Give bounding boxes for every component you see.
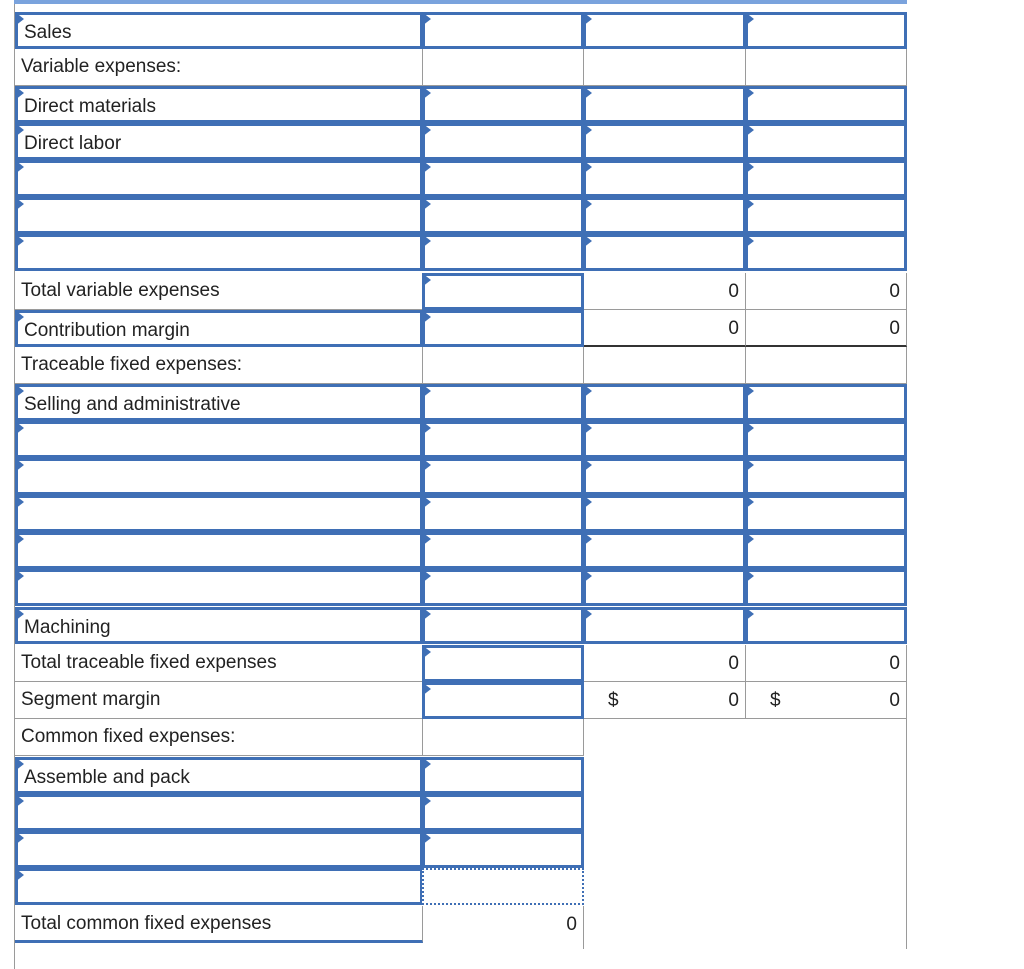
- input-marker-icon: [422, 645, 431, 659]
- input-marker-icon: [15, 868, 24, 882]
- traceable-fixed-expenses-header: Traceable fixed expenses:: [15, 347, 423, 384]
- empty-cell: [746, 49, 907, 86]
- input-marker-icon: [422, 273, 431, 287]
- direct-materials-col1-input[interactable]: [422, 86, 584, 123]
- blank-label-field[interactable]: [15, 160, 423, 197]
- assemble-pack-col1-input[interactable]: [422, 757, 584, 794]
- blank-col2-input[interactable]: [583, 569, 746, 606]
- blank-col2-input[interactable]: [583, 458, 746, 495]
- input-marker-icon: [745, 86, 754, 100]
- contribution-margin-col1-input[interactable]: [422, 310, 584, 347]
- blank-col1-input[interactable]: [422, 421, 584, 458]
- input-marker-icon: [422, 794, 431, 808]
- input-marker-icon: [15, 607, 24, 621]
- variable-expenses-header: Variable expenses:: [15, 49, 423, 86]
- input-marker-icon: [583, 86, 592, 100]
- input-marker-icon: [745, 495, 754, 509]
- input-marker-icon: [745, 458, 754, 472]
- machining-label-field[interactable]: Machining: [15, 607, 423, 644]
- input-marker-icon: [15, 458, 24, 472]
- input-marker-icon: [422, 831, 431, 845]
- blank-col2-input[interactable]: [583, 197, 746, 234]
- input-marker-icon: [583, 197, 592, 211]
- total-variable-col3-value: 0: [746, 273, 907, 310]
- input-marker-icon: [15, 86, 24, 100]
- input-marker-icon: [15, 495, 24, 509]
- input-marker-icon: [745, 569, 754, 583]
- blank-label-field[interactable]: [15, 197, 423, 234]
- blank-label-field[interactable]: [15, 831, 423, 868]
- blank-col2-input[interactable]: [583, 495, 746, 532]
- empty-cell: [423, 347, 584, 384]
- blank-col2-input[interactable]: [583, 421, 746, 458]
- empty-cell: [423, 49, 584, 86]
- input-marker-icon: [422, 234, 431, 248]
- empty-cell: [584, 49, 746, 86]
- selling-admin-col2-input[interactable]: [583, 384, 746, 421]
- selling-admin-col3-input[interactable]: [745, 384, 907, 421]
- total-variable-col1-input[interactable]: [422, 273, 584, 310]
- input-marker-icon: [15, 569, 24, 583]
- input-marker-icon: [15, 384, 24, 398]
- input-marker-icon: [15, 831, 24, 845]
- input-marker-icon: [422, 86, 431, 100]
- blank-label-field[interactable]: [15, 495, 423, 532]
- input-marker-icon: [15, 160, 24, 174]
- input-marker-icon: [15, 12, 24, 26]
- direct-materials-col2-input[interactable]: [583, 86, 746, 123]
- input-marker-icon: [422, 12, 431, 26]
- empty-cell: [423, 719, 584, 756]
- total-traceable-col2-value: 0: [584, 645, 746, 682]
- input-marker-icon: [422, 682, 431, 696]
- direct-labor-col2-input[interactable]: [583, 123, 746, 160]
- blank-col1-input[interactable]: [422, 160, 584, 197]
- input-marker-icon: [15, 310, 24, 324]
- segment-margin-col2-value: $ 0: [584, 682, 746, 719]
- input-marker-icon: [422, 123, 431, 137]
- input-marker-icon: [745, 384, 754, 398]
- input-marker-icon: [422, 421, 431, 435]
- direct-materials-col3-input[interactable]: [745, 86, 907, 123]
- direct-materials-label-field[interactable]: Direct materials: [15, 86, 423, 123]
- input-marker-icon: [15, 757, 24, 771]
- blank-label-field[interactable]: [15, 458, 423, 495]
- input-marker-icon: [745, 234, 754, 248]
- blank-col3-input[interactable]: [745, 495, 907, 532]
- contribution-margin-label-field[interactable]: Contribution margin: [15, 310, 423, 347]
- blank-label-field[interactable]: [15, 421, 423, 458]
- input-marker-icon: [15, 123, 24, 137]
- input-marker-icon: [15, 197, 24, 211]
- input-marker-icon: [745, 607, 754, 621]
- input-marker-icon: [583, 569, 592, 583]
- input-marker-icon: [422, 197, 431, 211]
- input-marker-icon: [422, 458, 431, 472]
- segment-margin-col1-input[interactable]: [422, 682, 584, 719]
- segment-margin-label: Segment margin: [15, 682, 423, 719]
- empty-cell: [584, 347, 746, 384]
- blank-col2-input[interactable]: [583, 234, 746, 271]
- contribution-margin-col2-value: 0: [584, 310, 746, 347]
- blank-col1-input[interactable]: [422, 831, 584, 868]
- blank-label-field[interactable]: [15, 868, 423, 905]
- input-marker-icon: [422, 160, 431, 174]
- total-traceable-fixed-label: Total traceable fixed expenses: [15, 645, 423, 682]
- input-marker-icon: [15, 234, 24, 248]
- blank-col1-input[interactable]: [422, 569, 584, 606]
- input-marker-icon: [422, 310, 431, 324]
- blank-label-field[interactable]: [15, 234, 423, 271]
- blank-col3-input[interactable]: [745, 421, 907, 458]
- input-marker-icon: [422, 532, 431, 546]
- direct-labor-label-field[interactable]: Direct labor: [15, 123, 423, 160]
- input-marker-icon: [745, 160, 754, 174]
- input-marker-icon: [583, 160, 592, 174]
- blank-col3-input[interactable]: [745, 532, 907, 569]
- blank-col3-input[interactable]: [745, 160, 907, 197]
- machining-col3-input[interactable]: [745, 607, 907, 644]
- input-marker-icon: [583, 607, 592, 621]
- selling-admin-label-field[interactable]: Selling and administrative: [15, 384, 423, 421]
- input-marker-icon: [15, 794, 24, 808]
- total-common-col1-value: 0: [423, 906, 584, 949]
- total-traceable-col3-value: 0: [746, 645, 907, 682]
- sales-col2-input[interactable]: [583, 12, 746, 49]
- input-marker-icon: [745, 123, 754, 137]
- direct-labor-col3-input[interactable]: [745, 123, 907, 160]
- input-marker-icon: [583, 458, 592, 472]
- input-marker-icon: [422, 569, 431, 583]
- direct-labor-col1-input[interactable]: [422, 123, 584, 160]
- input-marker-icon: [745, 12, 754, 26]
- blank-col2-input[interactable]: [583, 532, 746, 569]
- empty-cell: [746, 347, 907, 384]
- total-traceable-col1-input[interactable]: [422, 645, 584, 682]
- blank-label-field[interactable]: [15, 794, 423, 831]
- input-marker-icon: [583, 495, 592, 509]
- blank-col3-input[interactable]: [745, 197, 907, 234]
- contribution-margin-col3-value: 0: [746, 310, 907, 347]
- focused-col1-input[interactable]: [422, 868, 584, 905]
- input-marker-icon: [422, 757, 431, 771]
- dollar-sign: $: [770, 690, 781, 711]
- blank-col1-input[interactable]: [422, 532, 584, 569]
- input-marker-icon: [583, 234, 592, 248]
- blank-label-field[interactable]: [15, 532, 423, 569]
- dollar-sign: $: [608, 690, 619, 711]
- input-marker-icon: [583, 532, 592, 546]
- blank-col3-input[interactable]: [745, 458, 907, 495]
- input-marker-icon: [15, 532, 24, 546]
- sales-col3-input[interactable]: [745, 12, 907, 49]
- input-marker-icon: [583, 123, 592, 137]
- segment-margin-col3-value: $ 0: [746, 682, 907, 719]
- total-variable-col2-value: 0: [584, 273, 746, 310]
- blank-col3-input[interactable]: [745, 569, 907, 606]
- input-marker-icon: [583, 421, 592, 435]
- blank-col1-input[interactable]: [422, 234, 584, 271]
- input-marker-icon: [422, 384, 431, 398]
- column-divider: [906, 719, 907, 949]
- input-marker-icon: [745, 421, 754, 435]
- table-top-border: [14, 0, 907, 4]
- input-marker-icon: [422, 607, 431, 621]
- input-marker-icon: [583, 384, 592, 398]
- blank-col1-input[interactable]: [422, 197, 584, 234]
- machining-col2-input[interactable]: [583, 607, 746, 644]
- sales-label-field[interactable]: Sales: [15, 12, 423, 49]
- input-marker-icon: [583, 12, 592, 26]
- blank-col3-input[interactable]: [745, 234, 907, 271]
- input-marker-icon: [15, 421, 24, 435]
- total-common-fixed-label: Total common fixed expenses: [15, 906, 423, 943]
- assemble-pack-label-field[interactable]: Assemble and pack: [15, 757, 423, 794]
- input-marker-icon: [422, 495, 431, 509]
- blank-col1-input[interactable]: [422, 794, 584, 831]
- input-marker-icon: [745, 532, 754, 546]
- total-variable-expenses-label: Total variable expenses: [15, 273, 423, 310]
- selling-admin-col1-input[interactable]: [422, 384, 584, 421]
- machining-col1-input[interactable]: [422, 607, 584, 644]
- blank-col2-input[interactable]: [583, 160, 746, 197]
- common-fixed-expenses-header: Common fixed expenses:: [15, 719, 423, 756]
- blank-label-field[interactable]: [15, 569, 423, 606]
- sales-col1-input[interactable]: [422, 12, 584, 49]
- blank-col1-input[interactable]: [422, 458, 584, 495]
- blank-col1-input[interactable]: [422, 495, 584, 532]
- input-marker-icon: [745, 197, 754, 211]
